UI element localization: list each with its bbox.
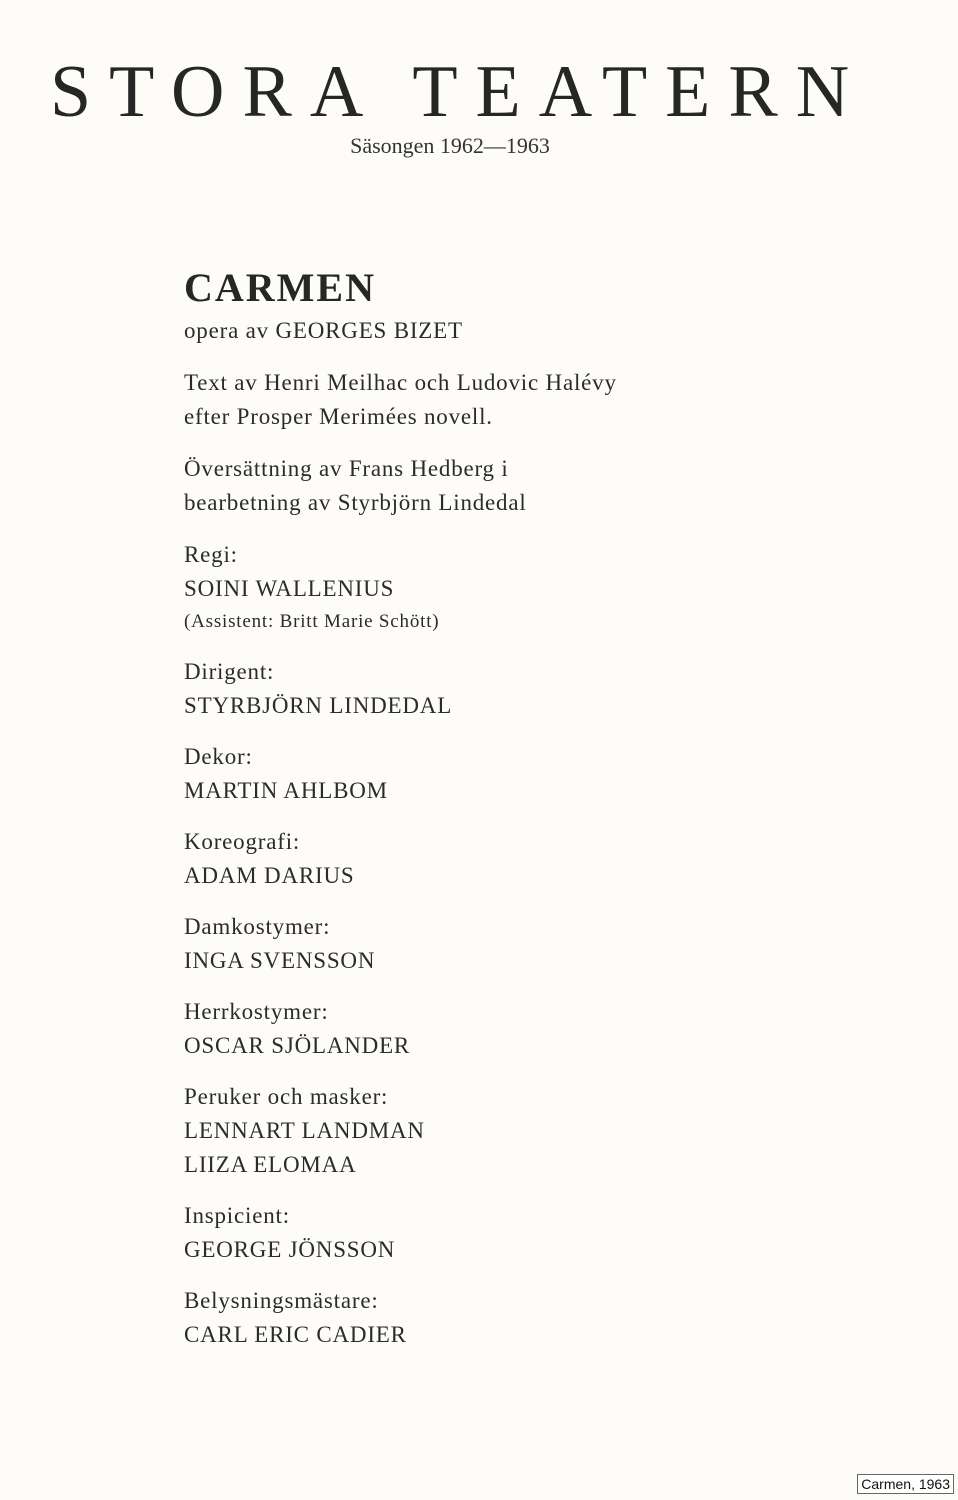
season-label: Säsongen 1962—1963 [350,133,550,158]
credit-damkostymer [184,910,804,978]
credit-name: INGA SVENSSON [184,948,376,973]
translation-line-1: Översättning av Frans Hedberg i [184,456,509,481]
credit-belysning [184,1284,804,1352]
credit-role: Damkostymer: [184,914,331,939]
credit-role: Regi: [184,542,238,567]
libretto-line-2: efter Prosper Merimées novell. [184,404,493,429]
credit-role: Koreografi: [184,829,301,854]
credit-name: OSCAR SJÖLANDER [184,1033,411,1058]
credit-peruker [184,1080,804,1182]
credit-koreografi [184,825,804,893]
credit-note: (Assistent: Britt Marie Schött) [184,611,440,632]
credit-role: Peruker och masker: [184,1084,389,1109]
translation-block [184,452,804,520]
credit-name: LENNART LANDMAN [184,1118,425,1143]
credit-name: MARTIN AHLBOM [184,778,388,803]
opera-subtitle: opera av GEORGES BIZET [184,318,463,343]
credit-inspicient [184,1199,804,1267]
opera-title: CARMEN [184,265,376,310]
credit-herrkostymer [184,995,804,1063]
credit-name: ADAM DARIUS [184,863,355,888]
credit-name: STYRBJÖRN LINDEDAL [184,693,453,718]
credit-dekor [184,740,804,808]
credits-list [184,538,804,1352]
program-content [184,262,804,1352]
credit-name: GEORGE JÖNSSON [184,1237,396,1262]
credit-role: Herrkostymer: [184,999,329,1024]
theater-title: STORA TEATERN [50,51,868,133]
credit-role: Inspicient: [184,1203,290,1228]
credit-name: LIIZA ELOMAA [184,1152,357,1177]
credit-name: CARL ERIC CADIER [184,1322,407,1347]
credit-dirigent [184,655,804,723]
caption-label: Carmen, 1963 [857,1474,954,1494]
credit-role: Belysningsmästare: [184,1288,379,1313]
libretto-block [184,366,804,434]
translation-line-2: bearbetning av Styrbjörn Lindedal [184,490,527,515]
credit-role: Dirigent: [184,659,275,684]
credit-regi [184,538,804,638]
libretto-line-1: Text av Henri Meilhac och Ludovic Halévy [184,370,617,395]
credit-role: Dekor: [184,744,253,769]
credit-name: SOINI WALLENIUS [184,576,395,601]
